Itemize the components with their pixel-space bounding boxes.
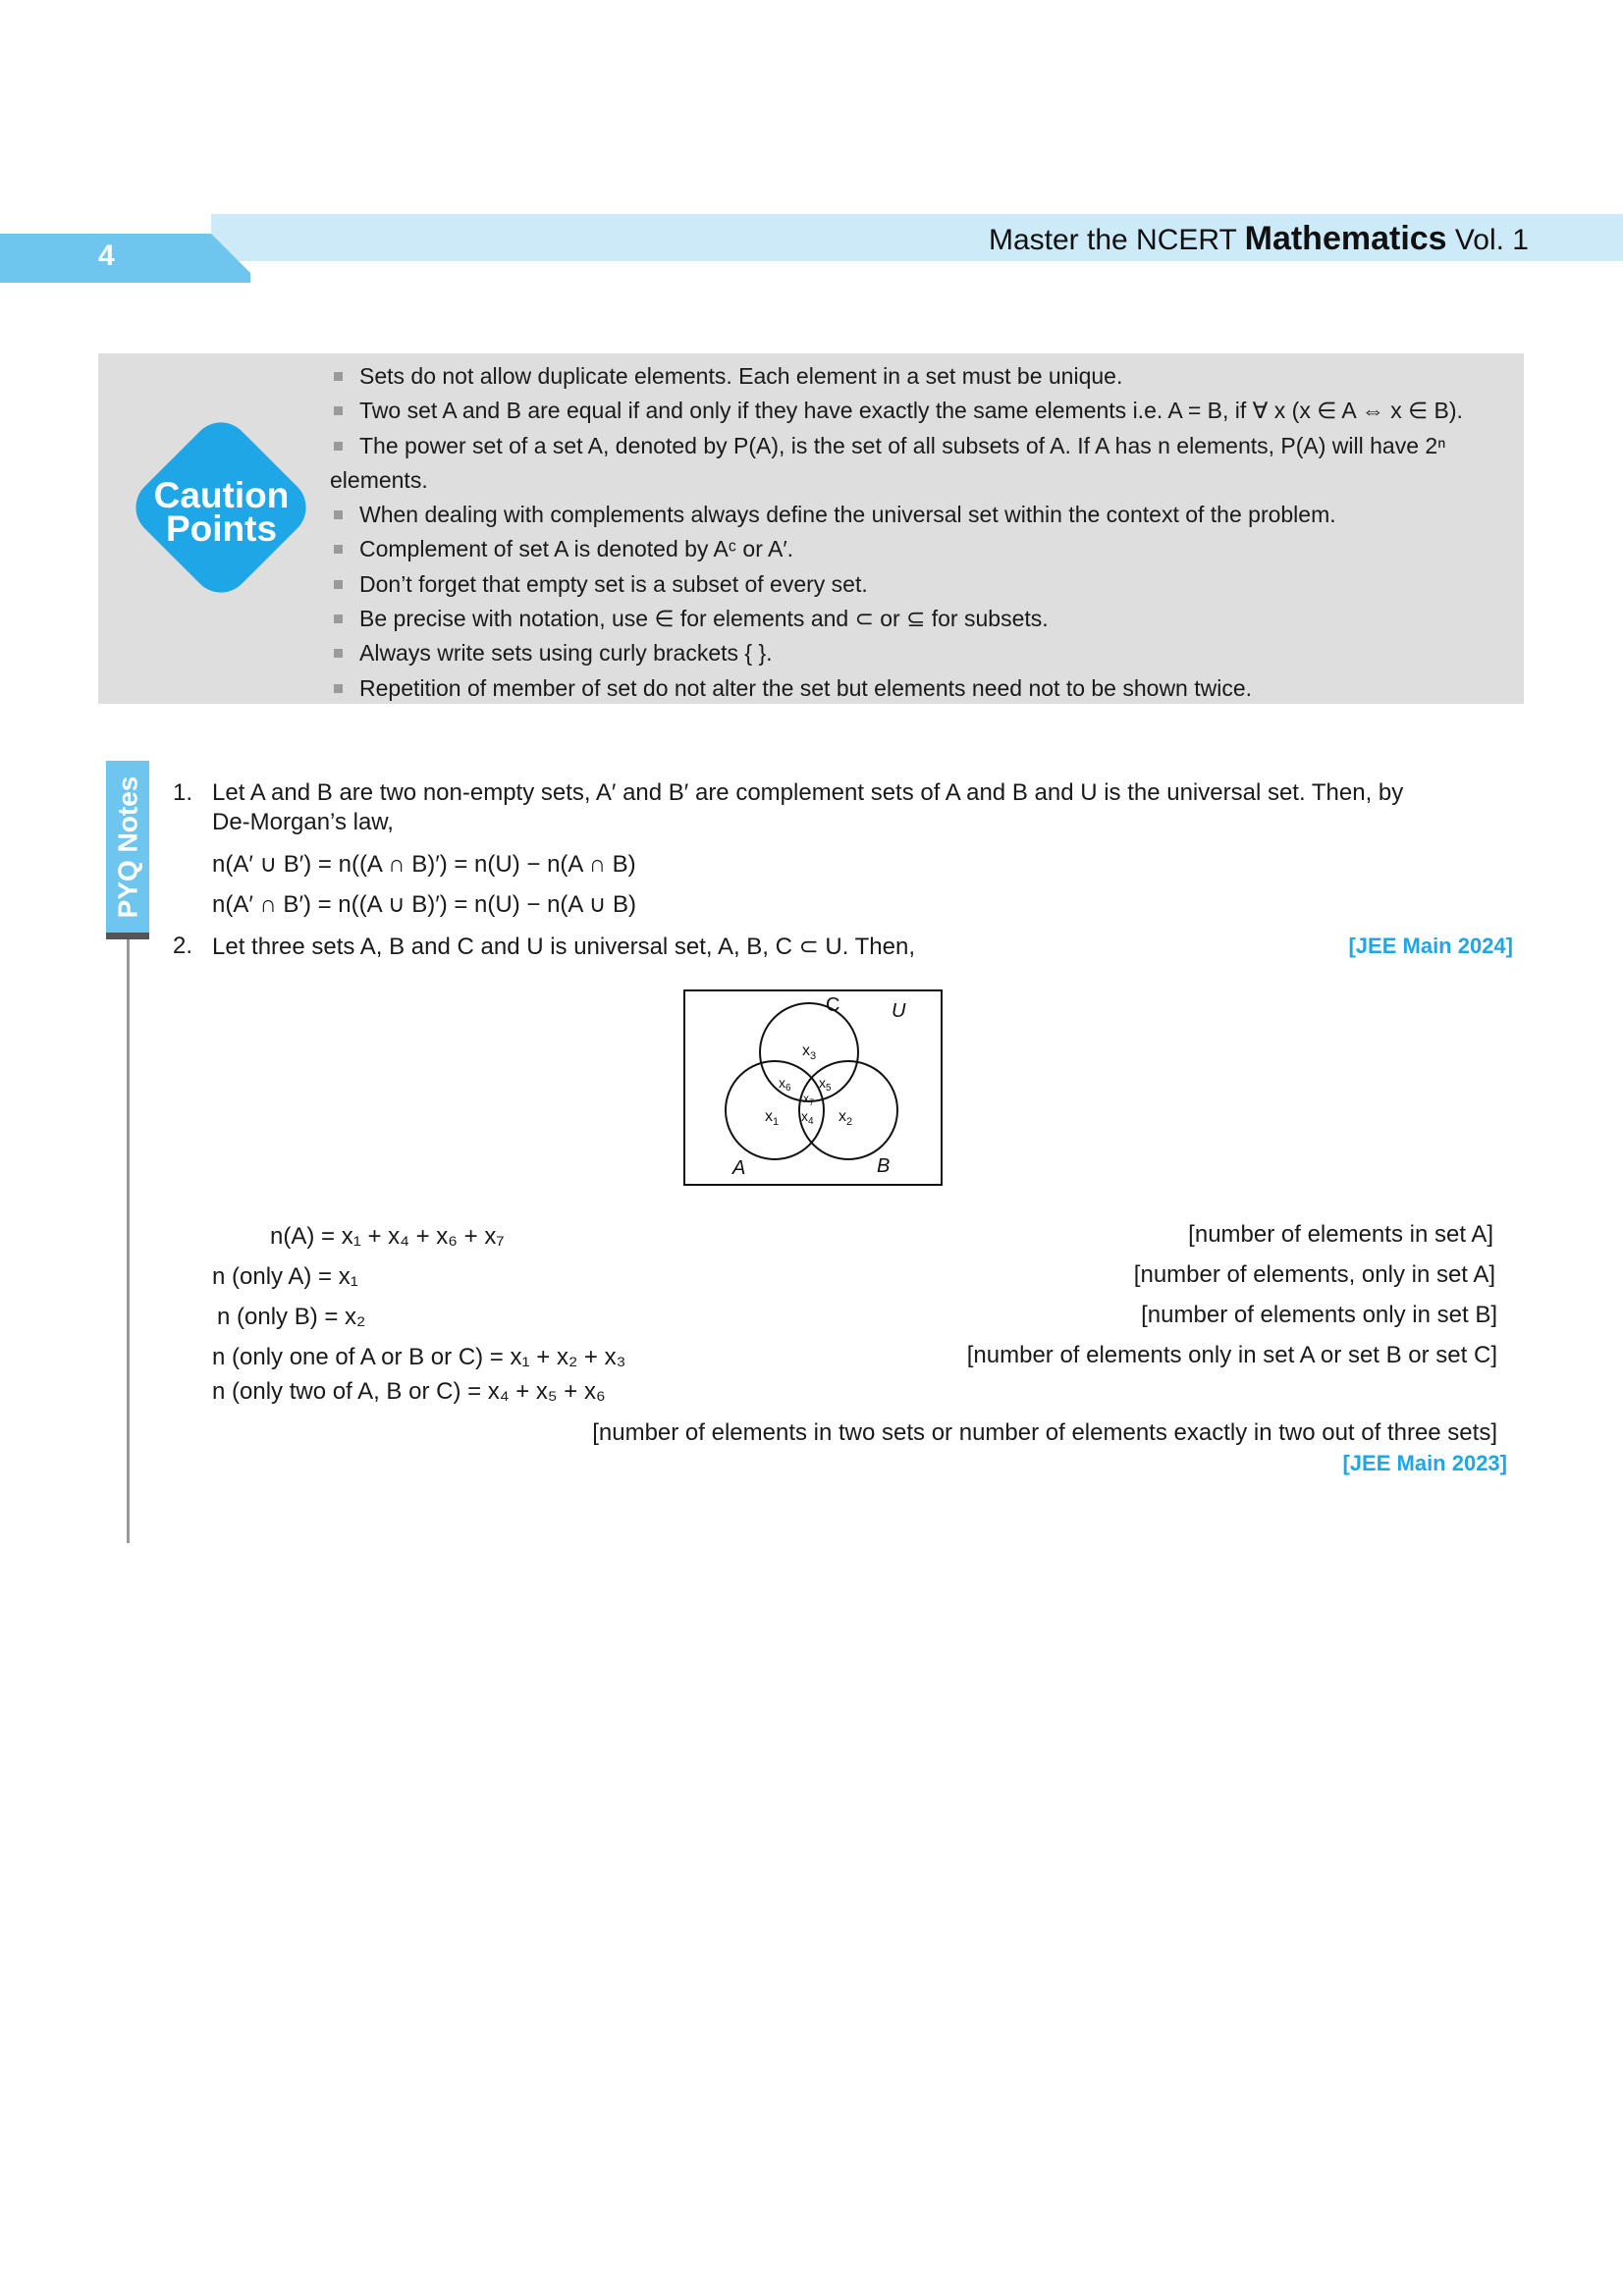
caution-item: Always write sets using curly brackets { }. bbox=[330, 636, 1498, 670]
source-tag-2024: [JEE Main 2024] bbox=[1348, 934, 1513, 958]
note1-line2: De-Morgan’s law, bbox=[212, 809, 394, 835]
formula-note: [number of elements in set A] bbox=[1188, 1221, 1493, 1248]
formula-lhs: n (only one of A or B or C) = x₁ + x₂ + x₃ bbox=[212, 1344, 626, 1370]
venn-circle-b bbox=[799, 1061, 897, 1159]
venn-region-x5: $x_5$ bbox=[819, 1075, 832, 1094]
venn-region-x2: $x_2$ bbox=[839, 1108, 853, 1128]
venn-label-u: U bbox=[892, 1000, 906, 1022]
formula-lhs: n (only two of A, B or C) = x₄ + x₅ + x₆ bbox=[212, 1378, 606, 1405]
note2-line1: Let three sets A, B and C and U is universal set, A, B, C ⊂ U. Then, bbox=[212, 934, 916, 960]
caution-badge-label bbox=[135, 475, 307, 549]
formula-note: [number of elements only in set B] bbox=[1141, 1302, 1497, 1328]
formula-note: [number of elements only in set A or set B or set C] bbox=[966, 1342, 1497, 1368]
note1-equation2: n(A′ ∩ B′) = n((A ∪ B)′) = n(U) − n(A ∪ B) bbox=[212, 891, 636, 918]
formula-final-note: [number of elements in two sets or number of elements exactly in two out of three sets] bbox=[592, 1419, 1497, 1446]
caution-item: Complement of set A is denoted by Aᶜ or A′. bbox=[330, 532, 1498, 566]
venn-region-x4: $x_4$ bbox=[801, 1108, 814, 1127]
caution-list bbox=[330, 359, 1498, 706]
venn-label-c: C bbox=[826, 994, 840, 1016]
caution-badge-line1: Caution bbox=[153, 475, 290, 515]
series-prefix: Master the NCERT bbox=[988, 224, 1245, 256]
series-title: Mathematics bbox=[1244, 220, 1447, 257]
venn-region-x3: $x_3$ bbox=[802, 1042, 817, 1062]
pyq-tab-bar bbox=[106, 933, 149, 939]
note1-equation1: n(A′ ∪ B′) = n((A ∩ B)′) = n(U) − n(A ∩ B) bbox=[212, 851, 636, 878]
caution-badge-line2: Points bbox=[165, 508, 278, 549]
venn-region-x6: $x_6$ bbox=[779, 1075, 791, 1094]
venn-region-x1: $x_1$ bbox=[765, 1108, 780, 1128]
running-head bbox=[989, 220, 1529, 258]
page-number: 4 bbox=[98, 240, 115, 272]
series-suffix: Vol. 1 bbox=[1446, 224, 1529, 256]
formula-lhs: n (only B) = x₂ bbox=[217, 1304, 366, 1330]
formula-lhs: n(A) = x₁ + x₄ + x₆ + x₇ bbox=[270, 1223, 505, 1250]
caution-item: Two set A and B are equal if and only if they have exactly the same elements i.e. A = B, if ∀ x (x ∈ A ⇔ x ∈ B). bbox=[330, 394, 1498, 428]
venn-circle-a bbox=[726, 1061, 824, 1159]
formula-note: [number of elements, only in set A] bbox=[1133, 1261, 1495, 1288]
caution-item: Don’t forget that empty set is a subset of every set. bbox=[330, 567, 1498, 602]
pyq-notes-text: PYQ Notes bbox=[112, 775, 143, 918]
note2-number: 2. bbox=[173, 933, 193, 959]
caution-item: The power set of a set A, denoted by P(A), is the set of all subsets of A. If A has n elements, P(A) will have 2ⁿ elements. bbox=[330, 429, 1498, 499]
venn-label-a: A bbox=[732, 1157, 746, 1179]
venn-label-b: B bbox=[877, 1155, 891, 1177]
pyq-margin-line bbox=[127, 939, 130, 1543]
formula-lhs: n (only A) = x₁ bbox=[212, 1263, 358, 1290]
venn-diagram bbox=[683, 989, 943, 1186]
venn-region-x7: $x_7$ bbox=[803, 1092, 815, 1107]
page-number-tab bbox=[0, 234, 250, 283]
note1-line1: Let A and B are two non-empty sets, A′ and B′ are complement sets of A and B and U is the universal set. Then, by bbox=[212, 779, 1404, 806]
caution-item: Sets do not allow duplicate elements. Each element in a set must be unique. bbox=[330, 359, 1498, 394]
caution-item: Repetition of member of set do not alter the set but elements need not to be shown twice. bbox=[330, 671, 1498, 706]
source-tag-2023: [JEE Main 2023] bbox=[1342, 1451, 1507, 1475]
note1-number: 1. bbox=[173, 779, 193, 806]
pyq-notes-label bbox=[106, 761, 149, 933]
caution-item: Be precise with notation, use ∈ for elements and ⊂ or ⊆ for subsets. bbox=[330, 602, 1498, 636]
caution-item: When dealing with complements always define the universal set within the context of the problem. bbox=[330, 498, 1498, 532]
